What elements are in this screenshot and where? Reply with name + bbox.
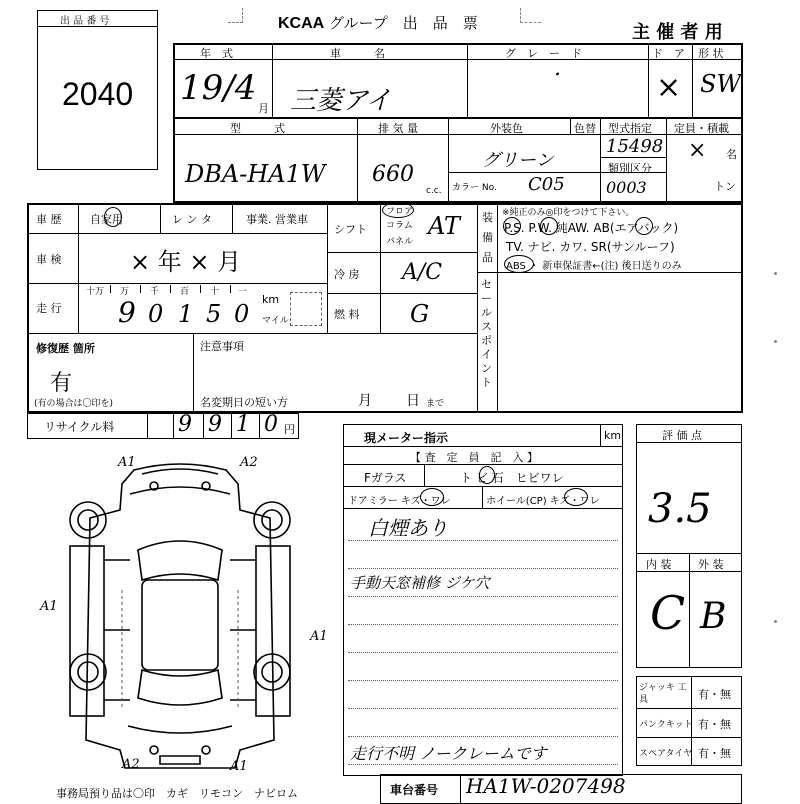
mileage-digit-label-10: 十 [210,287,220,297]
mileage-digit-label-1: 一 [238,287,248,297]
damage-mark-right: A1 [310,629,328,644]
month-unit: 月 [258,102,269,115]
equip-abs-circle [504,255,534,273]
repair-value: 有 [50,371,73,396]
exterior-value: B [700,596,727,637]
car-body-outline [86,464,274,768]
car-name-value: 三菱アイ [290,86,392,116]
short-period-label: 名変期日の短い方 [200,396,288,409]
mileage-label: 走 行 [36,302,62,315]
evaluation-score: 3.5 [648,486,712,532]
equipment-line-1[interactable]: P.S. P.W. 純AW. AB(エアバック) [504,221,679,235]
shift-option-column[interactable]: コラム [386,221,413,231]
glass-label: Fガラス [364,471,407,485]
equip-ab-circle [635,217,653,235]
short-period-month: 月 [358,393,372,409]
roof [142,580,218,670]
chassis-label: 車台番号 [390,783,439,797]
recycle-fee-unit: 円 [284,423,295,436]
fuel-value: G [410,300,430,328]
mileage-digit-label-10k: 万 [120,287,130,297]
color-label: 外装色 [490,122,523,135]
equip-ps-circle [503,217,521,235]
car-name-label: 車 名 [330,47,385,60]
year-label: 年 式 [200,47,233,60]
office-note: 事務局預り品は〇印 カギ リモコン ナビロム [56,787,298,800]
equipment-line-3[interactable]: ABS ・ 新車保証書←(注) 後日送りのみ [506,261,682,272]
model-designation-label: 型式指定 [608,122,652,135]
damage-mark-left: A1 [40,599,58,614]
spare-tire-value[interactable]: 有・無 [698,747,731,760]
shift-selected-circle [382,202,414,218]
recycle-digit: 9 [208,412,222,437]
shift-option-floor[interactable]: フロア [386,207,414,217]
repair-label: 修復歴 箇所 [36,342,95,355]
spare-tire-label: スペアタイヤ [639,749,693,759]
caution-label: 注意事項 [200,340,244,353]
glass-selected-circle [479,466,495,484]
remark-line: 白煙あり [368,516,448,540]
shape-value: SW [700,70,742,98]
history-option-rental[interactable]: レ ン タ [172,213,212,226]
damage-mark-front-left: A1 [118,455,136,470]
equipment-line-2[interactable]: TV. ナビ. カワ. SR(サンルーフ) [506,240,675,254]
jack-tool-value[interactable]: 有・無 [698,688,731,701]
meter-unit: km [604,429,622,442]
model-designation-value: 15498 [606,136,664,157]
mileage-digit: 0 [234,300,250,328]
equipment-label: 装備品 [482,211,493,264]
short-period-until: まで [426,399,445,409]
mileage-digit-label-1k: 千 [150,287,160,297]
color-value: グリーン [482,150,554,171]
shift-value: AT [428,212,461,240]
evaluation-label: 評 価 点 [662,429,702,442]
door-label: ド ア [652,47,685,60]
mileage-digit: 0 [148,300,164,328]
mileage-unit-km: km [262,293,280,306]
meter-title: 現メーター指示 [364,431,449,445]
fuel-label: 燃 料 [334,308,360,321]
equipment-note: ※純正のみ◎印をつけて下さい。 [502,208,635,218]
color-no-value: C05 [528,174,565,195]
windshield [138,541,222,580]
displacement-value: 660 [372,162,414,187]
damage-mark-rear-right: A1 [230,759,248,774]
capacity-unit-ton: トン [714,180,736,193]
chassis-value: HA1W-0207498 [466,774,626,798]
color-change-label: 色替 [574,122,596,135]
shift-option-panel[interactable]: パネル [386,237,414,247]
puncture-kit-value[interactable]: 有・無 [698,718,731,731]
class-label: 類別区分 [608,162,652,175]
mileage-digit: 9 [118,296,136,329]
car-diagram [30,450,330,780]
mirror-selected-circle [420,488,444,506]
lot-number-label: 出 品 番 号 [60,16,110,27]
wheel-selected-circle [564,488,588,506]
brand-logo: KCAA [278,15,325,32]
recycle-digit: 1 [236,412,250,437]
ac-label: 冷 房 [334,268,360,281]
rear-window [138,670,222,705]
glass-options[interactable]: ト ビ 石 ヒビワレ [460,471,564,485]
mileage-digit: 1 [178,300,194,328]
history-label: 車 歴 [36,213,62,226]
wheel-label[interactable]: ホイール(CP) キズ・ワレ [486,496,600,507]
form-title-text: グループ 出 品 票 [329,14,478,32]
mirror-label[interactable]: ドアミラー キズ・ワレ [348,496,451,507]
capacity-value: × [688,138,707,163]
sales-point-label: セールスポイント [481,278,492,389]
recycle-digit: 0 [264,412,278,437]
shift-label: シフト [334,223,367,236]
interior-label: 内 装 [646,558,672,571]
jack-tool-label: ジャッキ 工 具 [639,683,687,705]
mileage-digit-label-100: 百 [180,287,190,297]
history-option-private[interactable]: 自家用 [90,213,123,226]
interior-value: C [650,586,686,640]
shape-label: 形 状 [698,47,724,60]
mileage-unit-mile: マイル [262,316,289,326]
repair-note: (有の場合は〇印を) [34,399,114,409]
history-selected-circle [104,207,122,227]
wheel-front-right [254,502,290,538]
puncture-kit-label: パンクキット [639,720,693,730]
grade-value: ・ [548,65,565,84]
capacity-unit-people: 名 [726,148,737,161]
short-period-day: 日 [406,393,420,409]
mileage-digit: 5 [206,300,222,328]
remark-line: 手動天窓補修 ジケ穴 [350,574,490,592]
capacity-label: 定員・積載 [674,122,729,135]
inspector-header: 【 査 定 員 記 入 】 [410,451,538,464]
damage-mark-rear-left: A2 [122,757,140,772]
year-value: 19/4 [180,68,257,108]
remark-line: 走行不明 ノークレームです [350,744,547,763]
ac-value: A/C [402,260,443,285]
organizer-label: 主 催 者 用 [632,22,723,43]
exterior-label: 外 装 [698,558,724,571]
door-value: × [656,70,682,105]
shaken-value: × 年 × 月 [130,248,242,276]
model-value: DBA-HA1W [185,160,326,188]
wheel-front-left [70,502,106,538]
shaken-label: 車 検 [36,253,62,266]
form-title [278,12,478,33]
equip-pw-circle [540,217,558,235]
mileage-digit-label-100k: 十万 [86,287,105,297]
recycle-digit: 9 [178,412,192,437]
color-no-label: カラー No. [452,183,497,193]
model-label: 型 式 [230,122,285,135]
history-option-business[interactable]: 事業. 営業車 [246,213,308,226]
class-value: 0003 [606,178,647,197]
lot-number: 2040 [62,76,134,112]
cc-unit: c.c. [426,186,442,196]
grade-label: グ レ ー ド [505,47,582,60]
displacement-label: 排 気 量 [378,122,418,135]
damage-mark-front-right: A2 [240,455,258,470]
recycle-fee-label: リサイクル料 [44,420,115,434]
